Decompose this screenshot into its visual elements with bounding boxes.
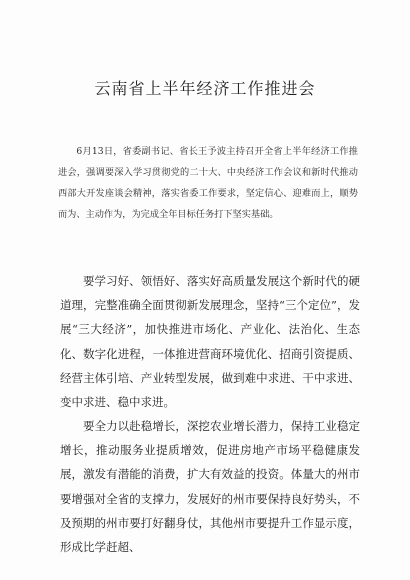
body-paragraph-1: 要学习好、领悟好、落实好高质量发展这个新时代的硬道理，完整准确全面贯彻新发展理念，坚持“三个定位”，发展“三大经济”，加快推进市场化、产业化、法治化、生态化、数字化进程，一体推进营商环境优化、招商引资提质、经营主体引培、产业转型发展，做到难中求进、干中求进、变中求进、稳中求进。 [60,274,360,410]
document-title: 云南省上半年经济工作推进会 [94,79,316,98]
body-paragraph-2: 要全力以赴稳增长，深挖农业增长潜力，保持工业稳定增长，推动服务业提质增效，促进房地产市场平稳健康发展，激发有潜能的消费，扩大有效益的投资。体量大的州市要增强对全省的支撑力，发展好的州市要保持良好势头，不及预期的州市要打好翻身仗，其他州市要提升工作显示度，形成比学赶超、 [60,419,360,555]
document-summary: 6月13日，省委副书记、省长王予波主持召开全省上半年经济工作推进会，强调要深入学习贯彻党的二十大、中央经济工作会议和新时代推动西部大开发座谈会精神，落实省委工作要求，坚定信心、迎难而上，顺势而为、主动作为，为完成全年目标任务打下坚实基础。 [58,146,358,220]
